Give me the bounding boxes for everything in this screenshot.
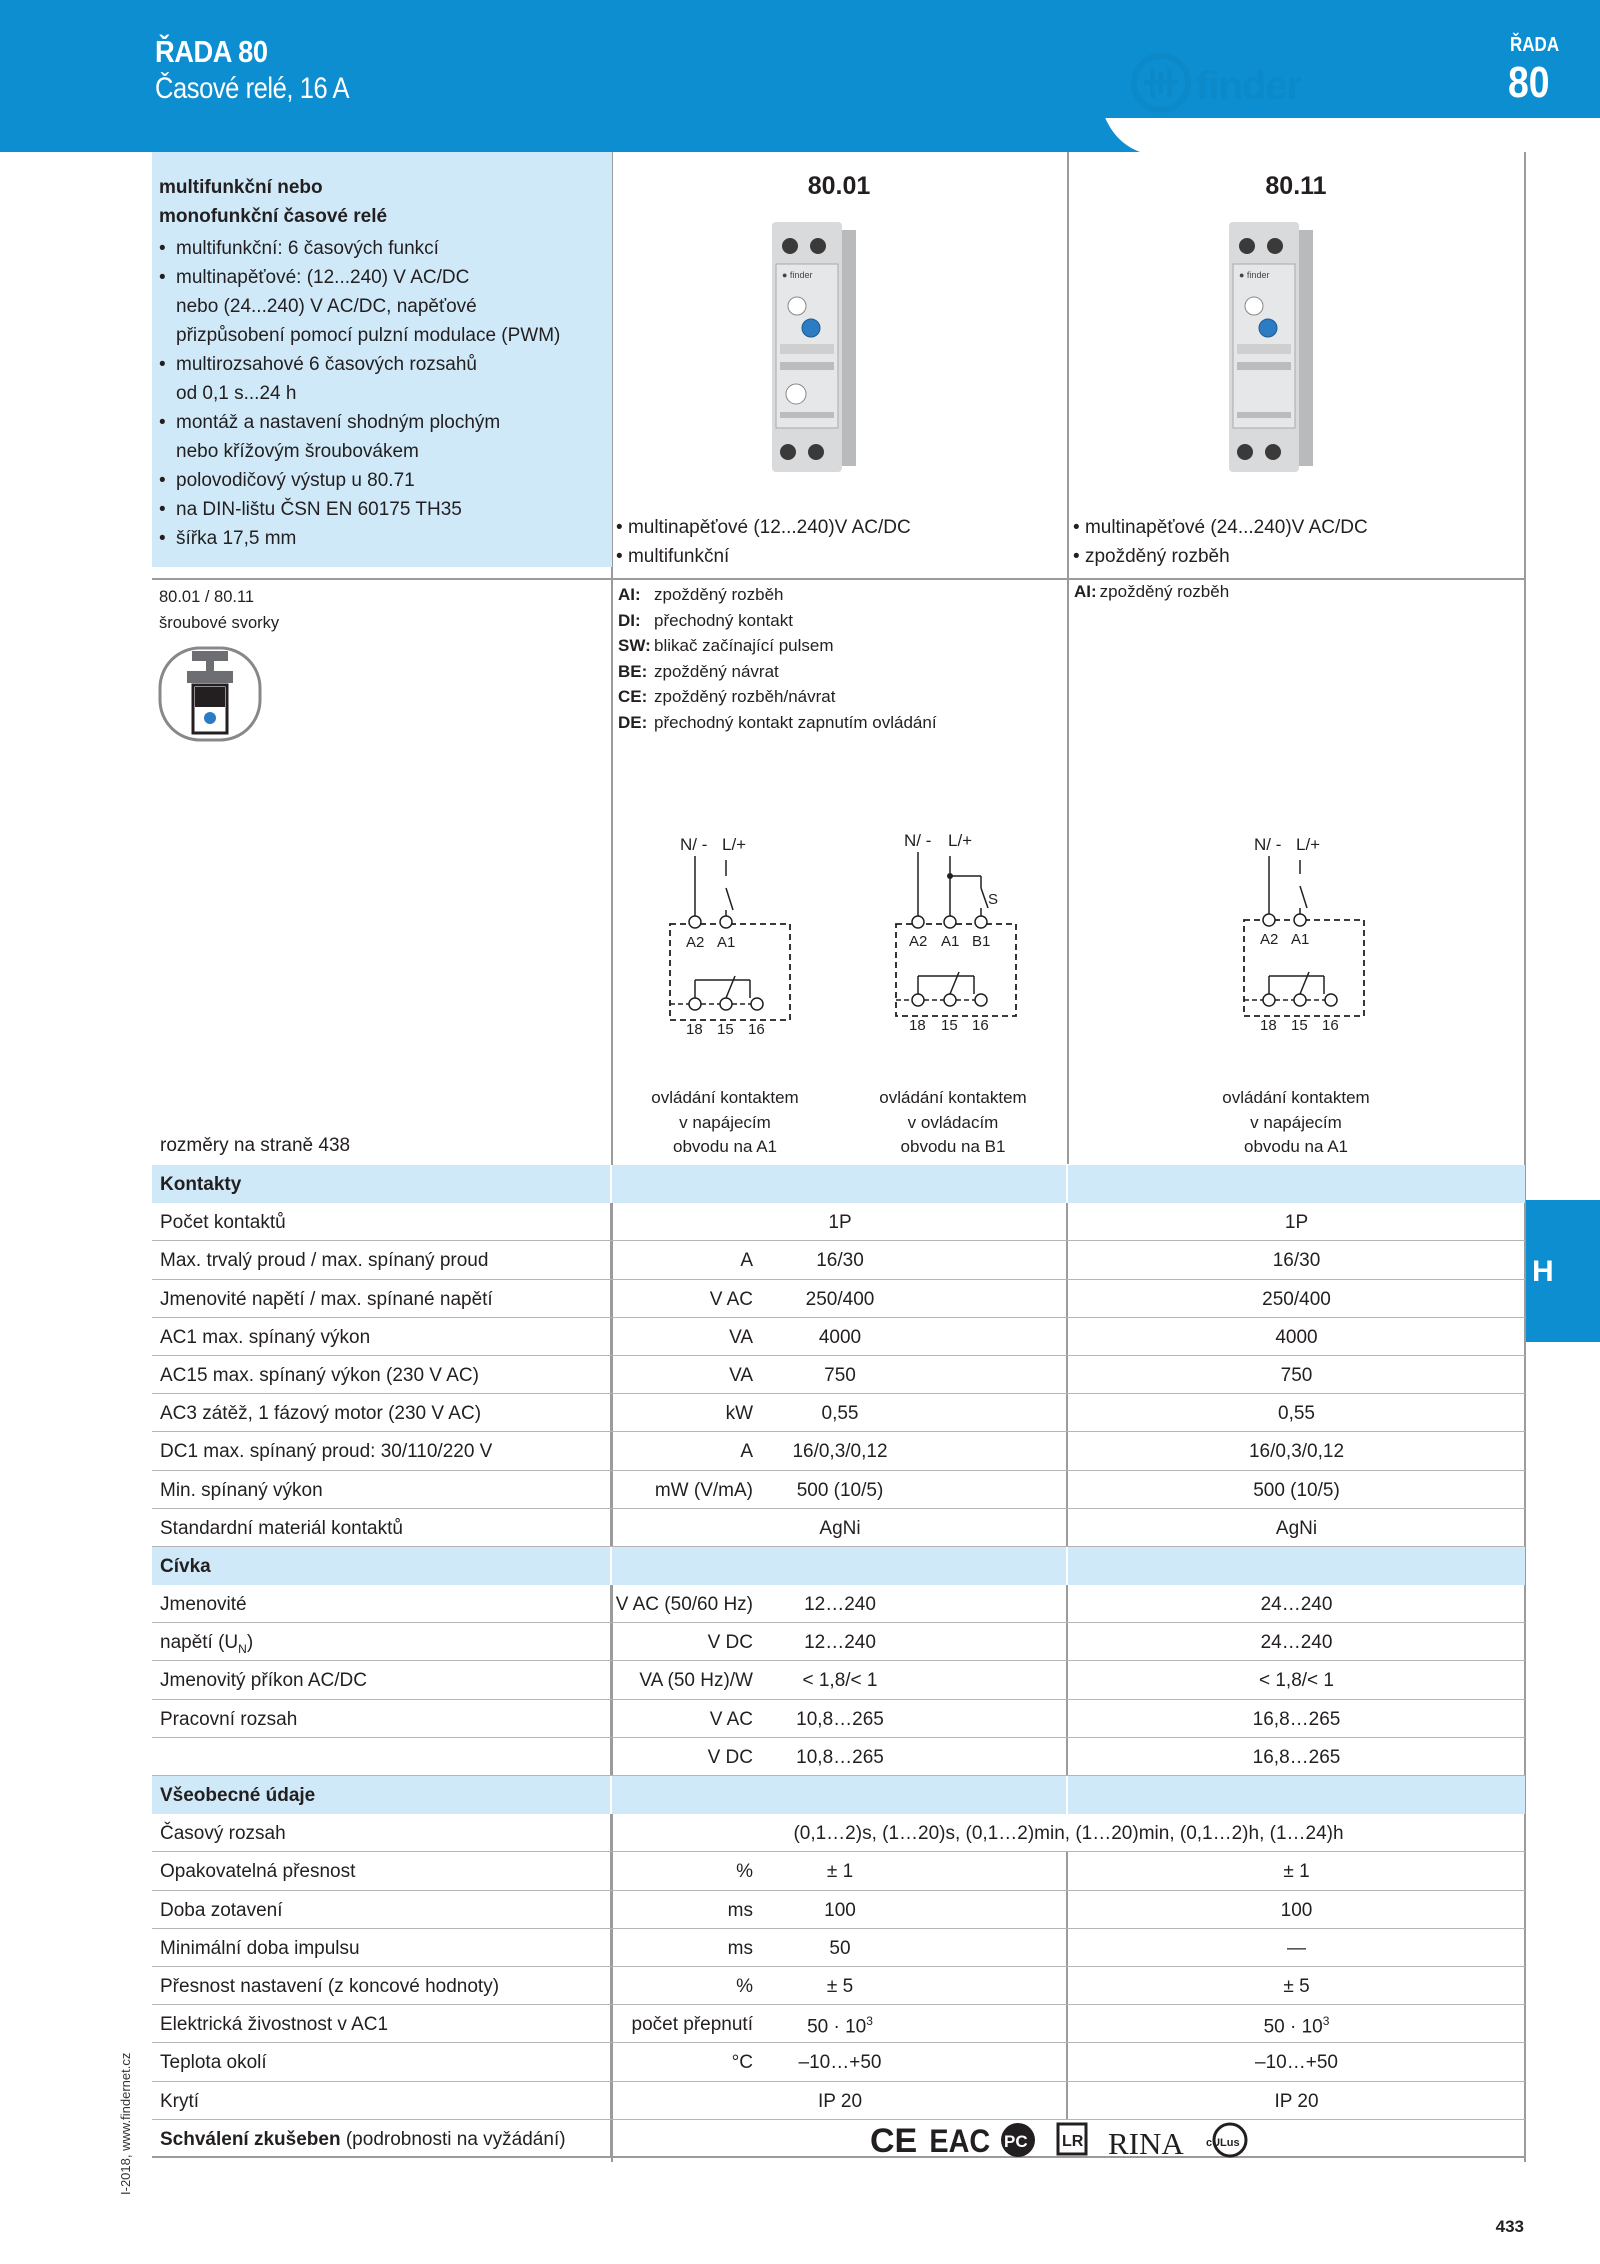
svg-text:18: 18	[1260, 1017, 1277, 1034]
svg-text:18: 18	[909, 1017, 926, 1034]
page-number: 433	[1495, 2217, 1524, 2236]
svg-text:LR: LR	[1062, 2133, 1084, 2150]
svg-text:15: 15	[1291, 1017, 1308, 1034]
model-feature: • zpožděný rozběh	[1073, 542, 1368, 571]
section-header-general: Všeobecné údaje	[152, 1776, 1525, 1814]
svg-text:A1: A1	[1291, 931, 1310, 948]
feature-item: • na DIN-lištu ČSN EN 60175 TH35	[159, 495, 560, 524]
table-row: DC1 max. spínaný proud: 30/110/220 V A 16/0,3/0,12 16/0,3/0,12	[152, 1432, 1525, 1470]
table-row: Teplota okolí °C –10…+50 –10…+50	[152, 2043, 1525, 2081]
model-80-11-features	[1073, 513, 1368, 571]
series-tab-label: ŘADA	[1510, 34, 1560, 56]
function-item: DI: přechodný kontakt	[618, 610, 793, 630]
feature-heading: multifunkční nebo monofunkční časové relé	[159, 177, 388, 227]
side-note: I-2018, www.findernet.cz	[118, 2052, 133, 2195]
series-subtitle: Časové relé, 16 A	[155, 72, 350, 105]
table-row: AC3 zátěž, 1 fázový motor (230 V AC) kW 0,55 0,55	[152, 1394, 1525, 1432]
svg-text:B1: B1	[972, 933, 991, 950]
table-row: Standardní materiál kontaktů AgNi AgNi	[152, 1509, 1525, 1547]
function-list-80-01	[618, 582, 937, 735]
relay-80-01-image	[754, 216, 866, 484]
spec-table	[152, 1165, 1525, 2158]
svg-text:15: 15	[717, 1021, 734, 1038]
table-row: napětí $(U_N)$ V DC 12…240 24…240	[152, 1623, 1525, 1661]
function-item: AI: zpožděný rozběh	[618, 585, 784, 604]
function-list-80-11	[1074, 582, 1229, 602]
screw-terminal-icon	[157, 645, 269, 745]
table-row: Max. trvalý proud / max. spínaný proud A 16/30 16/30	[152, 1241, 1525, 1279]
function-item: CE: zpožděný rozběh/návrat	[618, 687, 836, 706]
divider-functions	[152, 578, 1525, 580]
table-row: Doba zotavení ms 100 100	[152, 1891, 1525, 1929]
section-header-coil: Cívka	[152, 1547, 1525, 1585]
function-item: AI: zpožděný rozběh	[1074, 582, 1230, 601]
table-row: Elektrická živostnost v AC1 počet přepnutí $50 \cdot 10^3$ $50 \cdot 10^3$	[152, 2005, 1525, 2043]
diagram-caption-3: ovládání kontaktem v napájecím obvodu na A1	[1222, 1088, 1370, 1156]
function-item: DE: přechodný kontakt zapnutím ovládání	[618, 712, 937, 732]
table-row-approvals: Schválení zkušeben (podrobnosti na vyžádání)	[152, 2120, 1525, 2158]
terminal-info: 80.01 / 80.11 šroubové svorky	[159, 588, 280, 632]
table-row: Jmenovité V AC (50/60 Hz) 12…240 24…240	[152, 1585, 1525, 1623]
svg-text:18: 18	[686, 1021, 703, 1038]
svg-text:16: 16	[1322, 1017, 1339, 1034]
model-code-80-11: 80.11	[1265, 172, 1327, 200]
svg-text:N/ -: N/ -	[904, 831, 932, 850]
feature-item: • multirozsahové 6 časových rozsahů od 0,1 s...24 h	[159, 350, 560, 408]
svg-text:N/ -: N/ -	[680, 835, 708, 854]
function-item: BE: zpožděný návrat	[618, 661, 779, 681]
finder-logo	[1130, 52, 1370, 122]
svg-text:A1: A1	[717, 934, 736, 951]
rina-mark-icon: RINA	[1108, 2126, 1184, 2161]
wiring-diagram-1	[660, 830, 810, 1040]
table-row: AC1 max. spínaný výkon VA 4000 4000	[152, 1318, 1525, 1356]
feature-item: • multinapěťové: (12...240) V AC/DC nebo (24...240) V AC/DC, napěťové přizpůsobení pomocí pulzní modulace (PWM)	[159, 263, 560, 350]
svg-text:16: 16	[748, 1021, 765, 1038]
table-row: Min. spínaný výkon mW (V/mA) 500 (10/5) 500 (10/5)	[152, 1471, 1525, 1509]
feature-item: • montáž a nastavení shodným plochým nebo křížovým šroubovákem	[159, 408, 560, 466]
svg-text:A1: A1	[941, 933, 960, 950]
diagram-caption-1: ovládání kontaktem v napájecím obvodu na A1	[651, 1088, 799, 1156]
svg-text:A2: A2	[1260, 931, 1279, 948]
table-row: V DC 10,8…265 16,8…265	[152, 1738, 1525, 1776]
svg-text:L/+: L/+	[722, 835, 747, 854]
table-row: Přesnost nastavení (z koncové hodnoty) % ± 5 ± 5	[152, 1967, 1525, 2005]
feature-item: • šířka 17,5 mm	[159, 524, 560, 553]
ce-mark-icon: CE	[870, 2122, 918, 2160]
wiring-diagram-3	[1236, 830, 1386, 1040]
svg-text:N/ -: N/ -	[1254, 835, 1282, 854]
svg-text:S: S	[988, 891, 999, 908]
table-row: Opakovatelná přesnost % ± 1 ± 1	[152, 1852, 1525, 1890]
svg-text:15: 15	[941, 1017, 958, 1034]
brand-name: finder	[1196, 64, 1302, 108]
svg-text:A2: A2	[686, 934, 705, 951]
diagram-caption-2: ovládání kontaktem v ovládacím obvodu na B1	[879, 1088, 1027, 1156]
function-item: SW: blikač začínající pulsem	[618, 636, 834, 655]
section-header-contacts: Kontakty	[152, 1165, 1525, 1203]
table-row: AC15 max. spínaný výkon (230 V AC) VA 750 750	[152, 1356, 1525, 1394]
series-tab-number: 80	[1508, 58, 1550, 107]
feature-item: • multifunkční: 6 časových funkcí	[159, 234, 560, 263]
table-row: Jmenovité napětí / max. spínané napětí V AC 250/400 250/400	[152, 1280, 1525, 1318]
svg-text:● finder: ● finder	[782, 270, 813, 280]
finder-logo-icon	[1130, 52, 1192, 114]
series-title: ŘADA 80	[155, 34, 268, 69]
feature-item: • polovodičový výstup u 80.71	[159, 466, 560, 495]
svg-text:16: 16	[972, 1017, 989, 1034]
section-tab-h: H	[1526, 1200, 1600, 1342]
svg-text:cULus: cULus	[1206, 2137, 1240, 2149]
table-row: Pracovní rozsah V AC 10,8…265 16,8…265	[152, 1700, 1525, 1738]
model-code-80-01: 80.01	[807, 172, 871, 200]
dimensions-note: rozměry na straně 438	[160, 1135, 351, 1156]
svg-text:A2: A2	[909, 933, 928, 950]
feature-list	[159, 234, 560, 553]
table-row: Minimální doba impulsu ms 50 —	[152, 1929, 1525, 1967]
table-row-time-range: Časový rozsah (0,1…2)s, (1…20)s, (0,1…2)min, (1…20)min, (0,1…2)h, (1…24)h	[152, 1814, 1525, 1852]
svg-text:● finder: ● finder	[1239, 270, 1270, 280]
divider-col2	[1067, 152, 1069, 1164]
svg-text:L/+: L/+	[948, 831, 973, 850]
eac-mark-icon: EAC	[929, 2123, 991, 2160]
model-80-01-features	[616, 513, 911, 571]
svg-text:L/+: L/+	[1296, 835, 1321, 854]
svg-text:PC: PC	[1004, 2132, 1028, 2151]
table-row: Jmenovitý příkon AC/DC VA (50 Hz)/W < 1,8/< 1 < 1,8/< 1	[152, 1661, 1525, 1699]
table-row: Krytí IP 20 IP 20	[152, 2082, 1525, 2120]
table-row: Počet kontaktů 1P 1P	[152, 1203, 1525, 1241]
wiring-diagram-2	[886, 826, 1036, 1036]
approval-marks	[870, 2118, 1290, 2162]
relay-80-11-image	[1211, 216, 1323, 484]
model-feature: • multinapěťové (12...240)V AC/DC	[616, 513, 911, 542]
model-feature: • multifunkční	[616, 542, 911, 571]
model-feature: • multinapěťové (24...240)V AC/DC	[1073, 513, 1368, 542]
